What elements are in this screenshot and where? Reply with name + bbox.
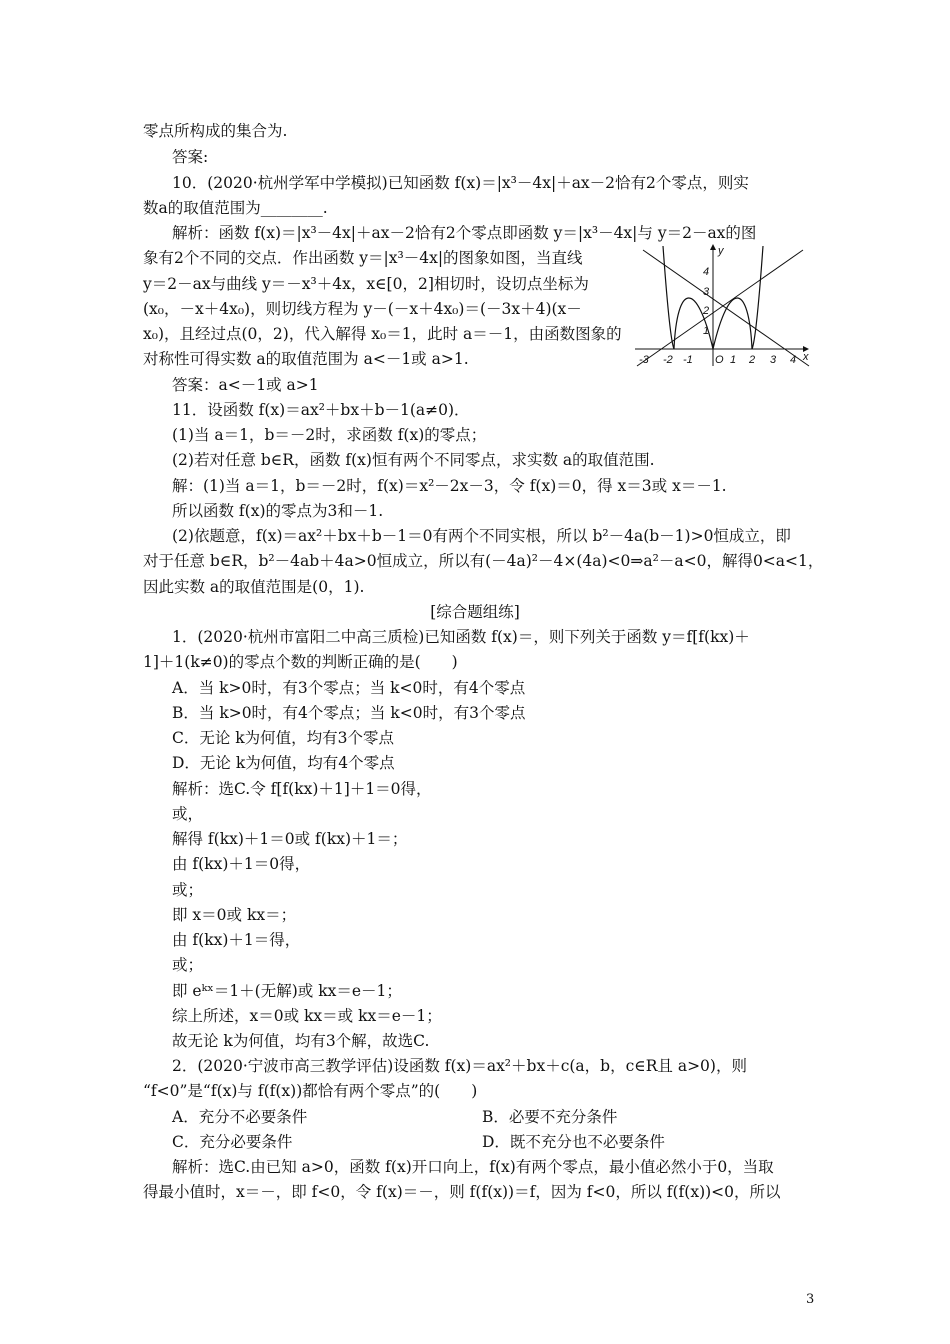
x-tick-label: 3 bbox=[770, 354, 777, 366]
text-line: 综上所述，x＝0或 kx＝或 kx＝e－1； bbox=[172, 1007, 442, 1025]
text-line: (2)依题意，f(x)＝ax²＋bx＋b－1＝0有两个不同实根，所以 b²－4a(b－1)>0恒成立，即 bbox=[172, 527, 791, 545]
function-graph-figure bbox=[633, 242, 813, 372]
y-tick-label: 2 bbox=[703, 305, 710, 317]
option-c: C．无论 k为何值，均有3个零点 bbox=[172, 729, 395, 747]
text-line: 或； bbox=[172, 956, 204, 974]
option-c: C．充分必要条件 bbox=[172, 1133, 293, 1151]
text-line: y＝2－ax与曲线 y＝－x³＋4x，x∈[0，2]相切时，设切点坐标为 bbox=[143, 275, 589, 293]
section-heading: [综合题组练] bbox=[430, 603, 520, 621]
text-line: 象有2个不同的交点．作出函数 y＝|x³－4x|的图象如图，当直线 bbox=[143, 249, 583, 267]
text-line: 因此实数 a的取值范围是(0，1). bbox=[143, 578, 365, 596]
text-line: 即 x＝0或 kx＝； bbox=[172, 906, 297, 924]
text-line: 故无论 k为何值，均有3个解，故选C. bbox=[172, 1032, 430, 1050]
option-a: A．充分不必要条件 bbox=[172, 1108, 308, 1126]
text-line: 所以函数 f(x)的零点为3和－1. bbox=[172, 502, 384, 520]
y-axis-label: y bbox=[718, 245, 724, 257]
text-line: “f<0”是“f(x)与 f(f(x))都恰有两个零点”的( ) bbox=[143, 1082, 478, 1100]
y-tick-label: 1 bbox=[703, 325, 710, 337]
text-line: 或， bbox=[172, 805, 204, 823]
origin-label: O bbox=[715, 354, 724, 366]
text-line: 得最小值时，x＝－，即 f<0，令 f(x)＝－，则 f(f(x))＝f，因为 f<0，所以 f(f(x))<0，所以 bbox=[143, 1183, 781, 1201]
text-line: 解得 f(kx)＋1＝0或 f(kx)＋1＝； bbox=[172, 830, 408, 848]
option-b: B．必要不充分条件 bbox=[482, 1108, 618, 1126]
y-axis-arrow bbox=[710, 244, 716, 250]
text-line: 解：(1)当 a＝1，b＝－2时，f(x)＝x²－2x－3，令 f(x)＝0，得 x＝3或 x＝－1. bbox=[172, 477, 727, 495]
text-line: 答案: bbox=[172, 148, 209, 166]
option-d: D．无论 k为何值，均有4个零点 bbox=[172, 754, 395, 772]
text-line: 零点所构成的集合为. bbox=[143, 122, 288, 140]
text-line: 解析：函数 f(x)＝|x³－4x|＋ax－2恰有2个零点即函数 y＝|x³－4x|与 y＝2－ax的图 bbox=[172, 224, 757, 242]
option-d: D．既不充分也不必要条件 bbox=[482, 1133, 665, 1151]
x-axis-label: x bbox=[803, 351, 809, 363]
text-line: (2)若对任意 b∈R，函数 f(x)恒有两个不同零点，求实数 a的取值范围. bbox=[172, 451, 655, 469]
text-line: 或； bbox=[172, 881, 204, 899]
x-tick-label: 4 bbox=[790, 354, 797, 366]
text-line: 1．(2020·杭州市富阳二中高三质检)已知函数 f(x)＝，则下列关于函数 y＝f[f(kx)＋ bbox=[172, 628, 750, 646]
text-line: 2．(2020·宁波市高三教学评估)设函数 f(x)＝ax²＋bx＋c(a，b，c∈R且 a>0)，则 bbox=[172, 1057, 747, 1075]
text-line: (x₀，－x＋4x₀)，则切线方程为 y－(－x＋4x₀)＝(－3x＋4)(x－ bbox=[143, 300, 582, 318]
option-b: B．当 k>0时，有4个零点；当 k<0时，有3个零点 bbox=[172, 704, 526, 722]
text-line: 答案：a<－1或 a>1 bbox=[172, 376, 319, 394]
text-line: 即 eᵏˣ＝1＋(无解)或 kx＝e－1； bbox=[172, 982, 402, 1000]
text-line: 由 f(kx)＋1＝得， bbox=[172, 931, 301, 949]
text-line: 对称性可得实数 a的取值范围为 a<－1或 a>1. bbox=[143, 350, 469, 368]
text-line: 由 f(kx)＋1＝0得， bbox=[172, 855, 311, 873]
text-line: x₀)，且经过点(0，2)，代入解得 x₀＝1，此时 a＝－1，由函数图象的 bbox=[143, 325, 622, 343]
text-line: 对于任意 b∈R，b²－4ab＋4a>0恒成立，所以有(－4a)²－4×(4a)<0⇒a²－a<0，解得0<a<1， bbox=[143, 552, 824, 570]
text-line: 数a的取值范围为________. bbox=[143, 199, 328, 217]
text-line: 10．(2020·杭州学军中学模拟)已知函数 f(x)＝|x³－4x|＋ax－2恰有2个零点，则实 bbox=[172, 174, 749, 192]
x-tick-label: -3 bbox=[639, 354, 649, 366]
x-tick-label: 1 bbox=[730, 354, 737, 366]
text-line: 解析：选C.令 f[f(kx)＋1]＋1＝0得， bbox=[172, 780, 432, 798]
text-line: (1)当 a＝1，b＝－2时，求函数 f(x)的零点； bbox=[172, 426, 487, 444]
x-tick-label: -1 bbox=[683, 354, 693, 366]
y-tick-label: 3 bbox=[703, 286, 710, 298]
option-a: A．当 k>0时，有3个零点；当 k<0时，有4个零点 bbox=[172, 679, 526, 697]
page-number: 3 bbox=[806, 1292, 815, 1307]
x-tick-label: -2 bbox=[663, 354, 673, 366]
y-tick-label: 4 bbox=[703, 266, 710, 278]
text-line: 解析：选C.由已知 a>0，函数 f(x)开口向上，f(x)有两个零点，最小值必然小于0，当取 bbox=[172, 1158, 774, 1176]
text-line: 1]＋1(k≠0)的零点个数的判断正确的是( ) bbox=[143, 653, 458, 671]
x-tick-label: 2 bbox=[749, 354, 756, 366]
text-line: 11．设函数 f(x)＝ax²＋bx＋b－1(a≠0)． bbox=[172, 401, 470, 419]
